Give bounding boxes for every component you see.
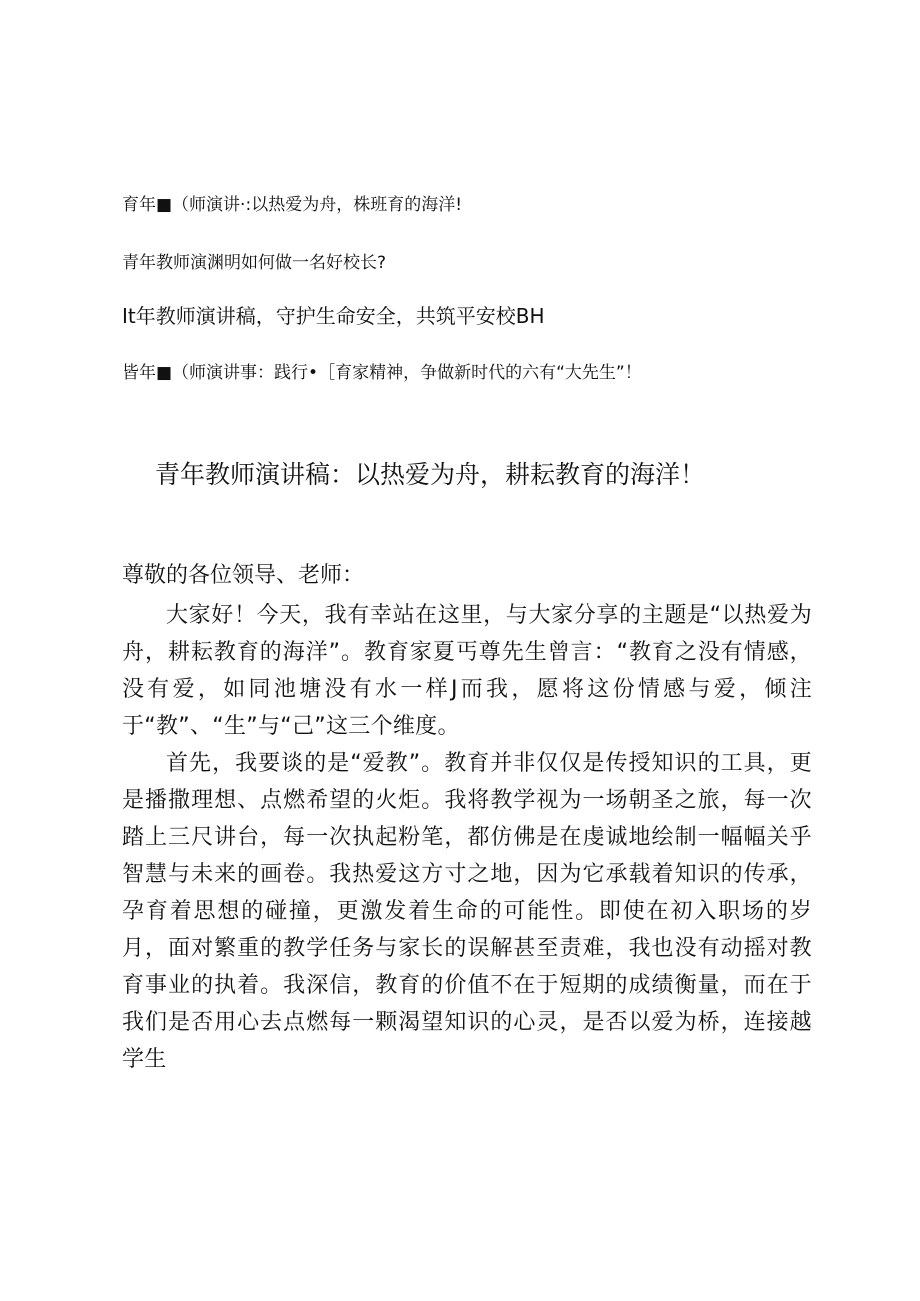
- article-title: 青年教师演讲稿：以热爱为舟，耕耘教育的海洋！: [155, 460, 706, 489]
- toc-item: 青年教师演渊明如何做一名好校长?: [122, 253, 387, 273]
- toc-item: 育年■（师演讲·:以热爱为舟，株班育的海洋!: [122, 195, 463, 215]
- paragraph: 首先，我要谈的是“爱教”。教育并非仅仅是传授知识的工具，更是播撒理想、点燃希望的火炬。我将教学视为一场朝圣之旅，每一次踏上三尺讲台，每一次执起粉笔，都仿佛是在虔诚地绘制一幅幅关乎智慧与未来的画卷。我热爱这方寸之地，因为它承载着知识的传承，孕育着思想的碰撞，更激发着生命的可能性。即使在初入职场的岁月，面对繁重的教学任务与家长的误解甚至责难，我也没有动摇对教育事业的执着。我深信，教育的价值不在于短期的成绩衡量，而在于我们是否用心去点燃每一颗渴望知识的心灵，是否以爱为桥，连接越学生: [122, 751, 812, 1072]
- article-body: [122, 597, 812, 1078]
- toc-item: 皆年■（师演讲事：践行•［育家精神，争做新时代的六有“大先生”！: [122, 363, 642, 383]
- paragraph: 大家好！今天，我有幸站在这里，与大家分享的主题是“以热爱为舟，耕耘教育的海洋”。教育家夏丐尊先生曾言：“教育之没有情感，没有爱，如同池塘没有水一样J而我，愿将这份情感与爱，倾注于“教”、“生”与“己”这三个维度。: [122, 603, 812, 739]
- salutation: 尊敬的各位领导、老师：: [122, 563, 365, 588]
- toc-item: It年教师演讲稿，守护生命安全，共筑平安校BH: [122, 304, 545, 328]
